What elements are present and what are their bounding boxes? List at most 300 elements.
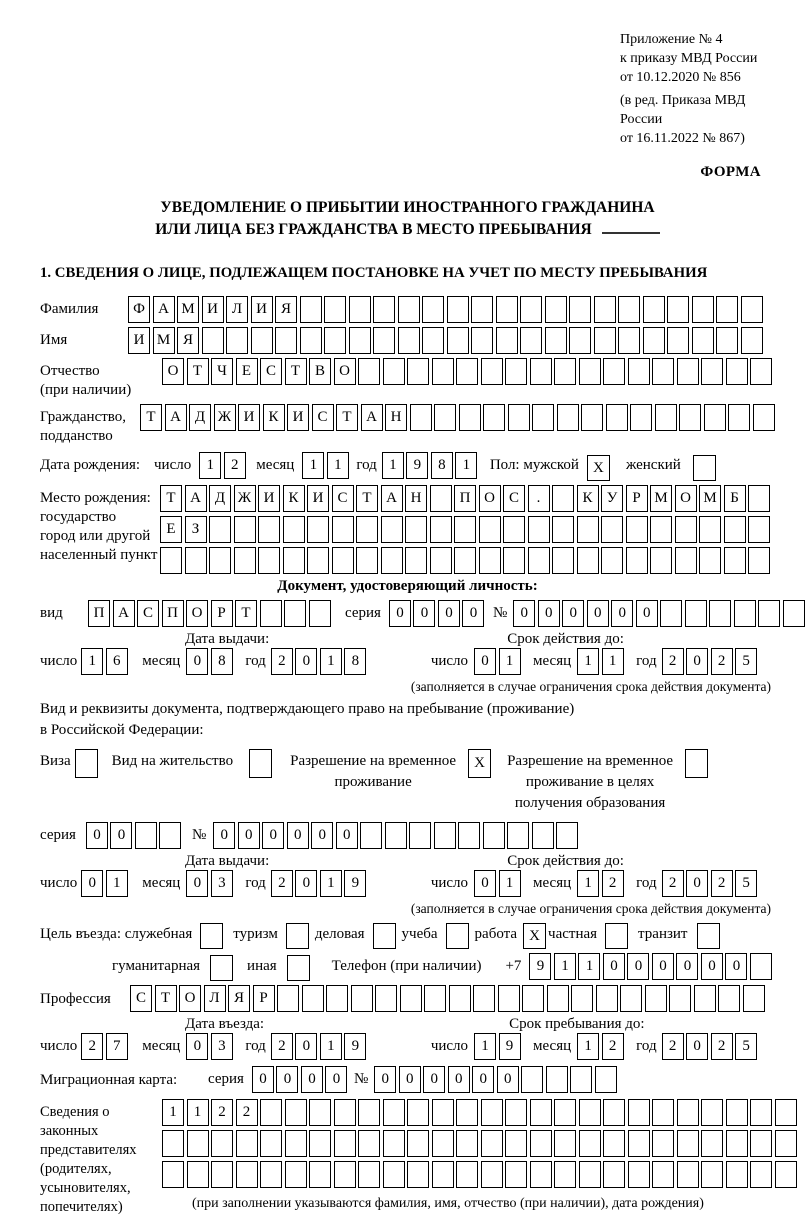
char-cell[interactable]: [479, 516, 501, 543]
checkbox-humanitarian[interactable]: [210, 955, 233, 981]
char-cell[interactable]: [667, 296, 689, 323]
char-cell[interactable]: [667, 327, 689, 354]
char-cell[interactable]: 0: [276, 1066, 298, 1093]
char-cell[interactable]: [373, 327, 395, 354]
char-cell[interactable]: [383, 1099, 405, 1126]
char-cell[interactable]: 9: [344, 870, 366, 897]
char-cell[interactable]: [701, 1099, 723, 1126]
char-cell[interactable]: М: [153, 327, 175, 354]
char-cell[interactable]: [626, 516, 648, 543]
char-cell[interactable]: 8: [211, 648, 233, 675]
char-cell[interactable]: [300, 296, 322, 323]
char-cell[interactable]: 0: [295, 870, 317, 897]
char-cell[interactable]: [410, 404, 432, 431]
char-cell[interactable]: Я: [228, 985, 250, 1012]
char-cell[interactable]: Т: [336, 404, 358, 431]
checkbox-tourism[interactable]: [286, 923, 309, 949]
char-cell[interactable]: 0: [186, 648, 208, 675]
char-cell[interactable]: .: [528, 485, 550, 512]
char-cell[interactable]: [422, 296, 444, 323]
char-cell[interactable]: [351, 985, 373, 1012]
char-cell[interactable]: [554, 1161, 576, 1188]
char-cell[interactable]: И: [202, 296, 224, 323]
checkbox-visa[interactable]: [75, 749, 98, 778]
char-cell[interactable]: 0: [603, 953, 625, 980]
char-cell[interactable]: [775, 1099, 797, 1126]
char-cell[interactable]: П: [454, 485, 476, 512]
checkbox-male[interactable]: X: [587, 455, 610, 481]
char-cell[interactable]: И: [238, 404, 260, 431]
char-cell[interactable]: [699, 516, 721, 543]
char-cell[interactable]: 1: [578, 953, 600, 980]
char-cell[interactable]: Ф: [128, 296, 150, 323]
char-cell[interactable]: О: [186, 600, 208, 627]
char-cell[interactable]: [283, 547, 305, 574]
char-cell[interactable]: [704, 404, 726, 431]
char-cell[interactable]: [505, 1130, 527, 1157]
char-cell[interactable]: 0: [399, 1066, 421, 1093]
char-cell[interactable]: 0: [81, 870, 103, 897]
checkbox-work[interactable]: X: [523, 923, 546, 949]
char-cell[interactable]: Н: [385, 404, 407, 431]
char-cell[interactable]: [775, 1161, 797, 1188]
char-cell[interactable]: 7: [106, 1033, 128, 1060]
char-cell[interactable]: 1: [199, 452, 221, 479]
char-cell[interactable]: [718, 985, 740, 1012]
char-cell[interactable]: Е: [236, 358, 258, 385]
char-cell[interactable]: 2: [662, 1033, 684, 1060]
char-cell[interactable]: 1: [302, 452, 324, 479]
char-cell[interactable]: [594, 296, 616, 323]
char-cell[interactable]: Ж: [214, 404, 236, 431]
char-cell[interactable]: 0: [238, 822, 260, 849]
char-cell[interactable]: 2: [662, 648, 684, 675]
char-cell[interactable]: [211, 1130, 233, 1157]
char-cell[interactable]: [307, 516, 329, 543]
char-cell[interactable]: [211, 1161, 233, 1188]
char-cell[interactable]: [358, 358, 380, 385]
char-cell[interactable]: [258, 547, 280, 574]
char-cell[interactable]: [283, 516, 305, 543]
char-cell[interactable]: Т: [140, 404, 162, 431]
char-cell[interactable]: [618, 296, 640, 323]
char-cell[interactable]: 0: [472, 1066, 494, 1093]
char-cell[interactable]: [741, 296, 763, 323]
char-cell[interactable]: А: [361, 404, 383, 431]
char-cell[interactable]: [383, 1161, 405, 1188]
char-cell[interactable]: [628, 1099, 650, 1126]
char-cell[interactable]: [577, 516, 599, 543]
char-cell[interactable]: [358, 1099, 380, 1126]
char-cell[interactable]: 1: [577, 870, 599, 897]
char-cell[interactable]: [334, 1161, 356, 1188]
char-cell[interactable]: [251, 327, 273, 354]
char-cell[interactable]: [530, 358, 552, 385]
char-cell[interactable]: [349, 327, 371, 354]
checkbox-edu-permit[interactable]: [685, 749, 708, 778]
char-cell[interactable]: А: [165, 404, 187, 431]
char-cell[interactable]: [187, 1130, 209, 1157]
char-cell[interactable]: 1: [577, 648, 599, 675]
char-cell[interactable]: Т: [187, 358, 209, 385]
checkbox-study[interactable]: [446, 923, 469, 949]
char-cell[interactable]: Р: [211, 600, 233, 627]
char-cell[interactable]: 0: [676, 953, 698, 980]
char-cell[interactable]: 1: [106, 870, 128, 897]
char-cell[interactable]: [334, 1099, 356, 1126]
char-cell[interactable]: [547, 985, 569, 1012]
char-cell[interactable]: [481, 1130, 503, 1157]
char-cell[interactable]: О: [162, 358, 184, 385]
char-cell[interactable]: [456, 358, 478, 385]
char-cell[interactable]: [652, 1130, 674, 1157]
char-cell[interactable]: [750, 1161, 772, 1188]
char-cell[interactable]: [381, 547, 403, 574]
char-cell[interactable]: [407, 358, 429, 385]
char-cell[interactable]: В: [309, 358, 331, 385]
char-cell[interactable]: Т: [235, 600, 257, 627]
char-cell[interactable]: [530, 1099, 552, 1126]
char-cell[interactable]: 0: [438, 600, 460, 627]
char-cell[interactable]: 2: [271, 870, 293, 897]
char-cell[interactable]: [618, 327, 640, 354]
char-cell[interactable]: [285, 1161, 307, 1188]
char-cell[interactable]: [162, 1161, 184, 1188]
char-cell[interactable]: [521, 1066, 543, 1093]
char-cell[interactable]: 0: [538, 600, 560, 627]
char-cell[interactable]: [528, 516, 550, 543]
char-cell[interactable]: [652, 1161, 674, 1188]
char-cell[interactable]: [483, 404, 505, 431]
char-cell[interactable]: [699, 547, 721, 574]
char-cell[interactable]: А: [153, 296, 175, 323]
char-cell[interactable]: К: [283, 485, 305, 512]
char-cell[interactable]: 9: [344, 1033, 366, 1060]
char-cell[interactable]: [643, 327, 665, 354]
char-cell[interactable]: [309, 1130, 331, 1157]
char-cell[interactable]: 0: [652, 953, 674, 980]
char-cell[interactable]: [277, 985, 299, 1012]
char-cell[interactable]: [375, 985, 397, 1012]
char-cell[interactable]: [407, 1130, 429, 1157]
char-cell[interactable]: [552, 547, 574, 574]
char-cell[interactable]: [234, 547, 256, 574]
char-cell[interactable]: Б: [724, 485, 746, 512]
char-cell[interactable]: [275, 327, 297, 354]
char-cell[interactable]: [709, 600, 731, 627]
char-cell[interactable]: 0: [636, 600, 658, 627]
char-cell[interactable]: [579, 1130, 601, 1157]
char-cell[interactable]: 0: [686, 1033, 708, 1060]
char-cell[interactable]: [481, 1161, 503, 1188]
char-cell[interactable]: [300, 327, 322, 354]
char-cell[interactable]: [309, 1099, 331, 1126]
char-cell[interactable]: [496, 296, 518, 323]
char-cell[interactable]: 1: [474, 1033, 496, 1060]
char-cell[interactable]: [685, 600, 707, 627]
char-cell[interactable]: К: [263, 404, 285, 431]
char-cell[interactable]: [701, 358, 723, 385]
char-cell[interactable]: 8: [431, 452, 453, 479]
char-cell[interactable]: 0: [701, 953, 723, 980]
char-cell[interactable]: Ч: [211, 358, 233, 385]
char-cell[interactable]: [260, 1099, 282, 1126]
char-cell[interactable]: [356, 516, 378, 543]
char-cell[interactable]: [783, 600, 805, 627]
char-cell[interactable]: [260, 600, 282, 627]
char-cell[interactable]: 0: [186, 870, 208, 897]
char-cell[interactable]: [383, 1130, 405, 1157]
char-cell[interactable]: [675, 516, 697, 543]
char-cell[interactable]: 1: [382, 452, 404, 479]
char-cell[interactable]: Д: [189, 404, 211, 431]
char-cell[interactable]: [748, 485, 770, 512]
char-cell[interactable]: С: [130, 985, 152, 1012]
char-cell[interactable]: 0: [474, 870, 496, 897]
char-cell[interactable]: [750, 1130, 772, 1157]
char-cell[interactable]: 9: [529, 953, 551, 980]
char-cell[interactable]: [532, 822, 554, 849]
char-cell[interactable]: [750, 1099, 772, 1126]
checkbox-residence-permit[interactable]: [249, 749, 272, 778]
char-cell[interactable]: 0: [295, 648, 317, 675]
char-cell[interactable]: С: [260, 358, 282, 385]
char-cell[interactable]: [728, 404, 750, 431]
char-cell[interactable]: [424, 985, 446, 1012]
char-cell[interactable]: [432, 1130, 454, 1157]
char-cell[interactable]: 2: [271, 648, 293, 675]
checkbox-female[interactable]: [693, 455, 716, 481]
char-cell[interactable]: 6: [106, 648, 128, 675]
char-cell[interactable]: [630, 404, 652, 431]
char-cell[interactable]: [748, 547, 770, 574]
char-cell[interactable]: 5: [735, 1033, 757, 1060]
char-cell[interactable]: [454, 516, 476, 543]
char-cell[interactable]: 1: [499, 648, 521, 675]
char-cell[interactable]: 2: [662, 870, 684, 897]
char-cell[interactable]: [162, 1130, 184, 1157]
char-cell[interactable]: [383, 358, 405, 385]
char-cell[interactable]: [505, 358, 527, 385]
char-cell[interactable]: Н: [405, 485, 427, 512]
char-cell[interactable]: [552, 516, 574, 543]
char-cell[interactable]: М: [699, 485, 721, 512]
char-cell[interactable]: [601, 547, 623, 574]
char-cell[interactable]: [398, 296, 420, 323]
char-cell[interactable]: [349, 296, 371, 323]
char-cell[interactable]: [726, 1161, 748, 1188]
char-cell[interactable]: 0: [252, 1066, 274, 1093]
char-cell[interactable]: 0: [627, 953, 649, 980]
char-cell[interactable]: [185, 547, 207, 574]
char-cell[interactable]: [579, 358, 601, 385]
char-cell[interactable]: 1: [162, 1099, 184, 1126]
char-cell[interactable]: К: [577, 485, 599, 512]
char-cell[interactable]: О: [179, 985, 201, 1012]
char-cell[interactable]: [202, 327, 224, 354]
char-cell[interactable]: Т: [285, 358, 307, 385]
char-cell[interactable]: [496, 327, 518, 354]
char-cell[interactable]: [456, 1130, 478, 1157]
char-cell[interactable]: [358, 1161, 380, 1188]
char-cell[interactable]: [226, 327, 248, 354]
char-cell[interactable]: [324, 296, 346, 323]
char-cell[interactable]: [398, 327, 420, 354]
char-cell[interactable]: [507, 822, 529, 849]
char-cell[interactable]: [449, 985, 471, 1012]
char-cell[interactable]: [716, 327, 738, 354]
char-cell[interactable]: [530, 1161, 552, 1188]
checkbox-other[interactable]: [287, 955, 310, 981]
char-cell[interactable]: [358, 1130, 380, 1157]
char-cell[interactable]: С: [332, 485, 354, 512]
char-cell[interactable]: 0: [413, 600, 435, 627]
char-cell[interactable]: П: [162, 600, 184, 627]
char-cell[interactable]: 1: [81, 648, 103, 675]
char-cell[interactable]: 0: [110, 822, 132, 849]
char-cell[interactable]: [753, 404, 775, 431]
char-cell[interactable]: [236, 1130, 258, 1157]
char-cell[interactable]: [409, 822, 431, 849]
char-cell[interactable]: [650, 547, 672, 574]
char-cell[interactable]: 2: [711, 1033, 733, 1060]
char-cell[interactable]: 5: [735, 870, 757, 897]
char-cell[interactable]: [260, 1161, 282, 1188]
char-cell[interactable]: [758, 600, 780, 627]
char-cell[interactable]: [701, 1161, 723, 1188]
char-cell[interactable]: [332, 547, 354, 574]
char-cell[interactable]: [577, 547, 599, 574]
char-cell[interactable]: [508, 404, 530, 431]
char-cell[interactable]: [422, 327, 444, 354]
char-cell[interactable]: 1: [577, 1033, 599, 1060]
char-cell[interactable]: Р: [626, 485, 648, 512]
char-cell[interactable]: 0: [86, 822, 108, 849]
char-cell[interactable]: Ж: [234, 485, 256, 512]
char-cell[interactable]: [473, 985, 495, 1012]
char-cell[interactable]: [302, 985, 324, 1012]
char-cell[interactable]: 0: [311, 822, 333, 849]
char-cell[interactable]: [571, 985, 593, 1012]
char-cell[interactable]: [650, 516, 672, 543]
char-cell[interactable]: [324, 327, 346, 354]
char-cell[interactable]: [458, 822, 480, 849]
char-cell[interactable]: А: [185, 485, 207, 512]
char-cell[interactable]: И: [307, 485, 329, 512]
char-cell[interactable]: И: [287, 404, 309, 431]
char-cell[interactable]: [601, 516, 623, 543]
char-cell[interactable]: [432, 1161, 454, 1188]
char-cell[interactable]: 0: [262, 822, 284, 849]
char-cell[interactable]: 0: [462, 600, 484, 627]
char-cell[interactable]: [456, 1161, 478, 1188]
char-cell[interactable]: [385, 822, 407, 849]
char-cell[interactable]: [660, 600, 682, 627]
char-cell[interactable]: [748, 516, 770, 543]
char-cell[interactable]: [430, 516, 452, 543]
char-cell[interactable]: 2: [211, 1099, 233, 1126]
char-cell[interactable]: 1: [455, 452, 477, 479]
char-cell[interactable]: [596, 985, 618, 1012]
char-cell[interactable]: 0: [513, 600, 535, 627]
char-cell[interactable]: 0: [325, 1066, 347, 1093]
char-cell[interactable]: [471, 327, 493, 354]
char-cell[interactable]: [430, 485, 452, 512]
char-cell[interactable]: О: [334, 358, 356, 385]
char-cell[interactable]: [669, 985, 691, 1012]
char-cell[interactable]: О: [675, 485, 697, 512]
checkbox-official[interactable]: [200, 923, 223, 949]
char-cell[interactable]: [505, 1161, 527, 1188]
char-cell[interactable]: [546, 1066, 568, 1093]
char-cell[interactable]: [434, 822, 456, 849]
char-cell[interactable]: Я: [275, 296, 297, 323]
char-cell[interactable]: 2: [224, 452, 246, 479]
char-cell[interactable]: 0: [374, 1066, 396, 1093]
char-cell[interactable]: [520, 296, 542, 323]
char-cell[interactable]: 2: [711, 870, 733, 897]
char-cell[interactable]: [285, 1130, 307, 1157]
char-cell[interactable]: Д: [209, 485, 231, 512]
char-cell[interactable]: 2: [81, 1033, 103, 1060]
char-cell[interactable]: [481, 358, 503, 385]
char-cell[interactable]: [522, 985, 544, 1012]
char-cell[interactable]: [724, 516, 746, 543]
char-cell[interactable]: 2: [711, 648, 733, 675]
char-cell[interactable]: [483, 822, 505, 849]
char-cell[interactable]: И: [128, 327, 150, 354]
char-cell[interactable]: [594, 327, 616, 354]
char-cell[interactable]: 0: [448, 1066, 470, 1093]
char-cell[interactable]: [677, 1099, 699, 1126]
char-cell[interactable]: [603, 1130, 625, 1157]
char-cell[interactable]: [552, 485, 574, 512]
char-cell[interactable]: 1: [554, 953, 576, 980]
char-cell[interactable]: С: [137, 600, 159, 627]
char-cell[interactable]: [209, 547, 231, 574]
char-cell[interactable]: [652, 1099, 674, 1126]
char-cell[interactable]: З: [185, 516, 207, 543]
char-cell[interactable]: С: [503, 485, 525, 512]
char-cell[interactable]: 8: [344, 648, 366, 675]
char-cell[interactable]: [400, 985, 422, 1012]
char-cell[interactable]: Л: [204, 985, 226, 1012]
char-cell[interactable]: [545, 296, 567, 323]
char-cell[interactable]: Т: [356, 485, 378, 512]
char-cell[interactable]: 1: [320, 870, 342, 897]
char-cell[interactable]: 0: [287, 822, 309, 849]
char-cell[interactable]: [332, 516, 354, 543]
char-cell[interactable]: [677, 1130, 699, 1157]
char-cell[interactable]: [628, 1130, 650, 1157]
char-cell[interactable]: [530, 1130, 552, 1157]
char-cell[interactable]: [135, 822, 157, 849]
char-cell[interactable]: [498, 985, 520, 1012]
char-cell[interactable]: 0: [213, 822, 235, 849]
char-cell[interactable]: [528, 547, 550, 574]
char-cell[interactable]: [579, 1099, 601, 1126]
char-cell[interactable]: 2: [602, 1033, 624, 1060]
char-cell[interactable]: [701, 1130, 723, 1157]
char-cell[interactable]: [569, 327, 591, 354]
char-cell[interactable]: [159, 822, 181, 849]
char-cell[interactable]: [569, 296, 591, 323]
char-cell[interactable]: [554, 358, 576, 385]
char-cell[interactable]: [726, 1130, 748, 1157]
char-cell[interactable]: О: [479, 485, 501, 512]
char-cell[interactable]: [679, 404, 701, 431]
char-cell[interactable]: [716, 296, 738, 323]
